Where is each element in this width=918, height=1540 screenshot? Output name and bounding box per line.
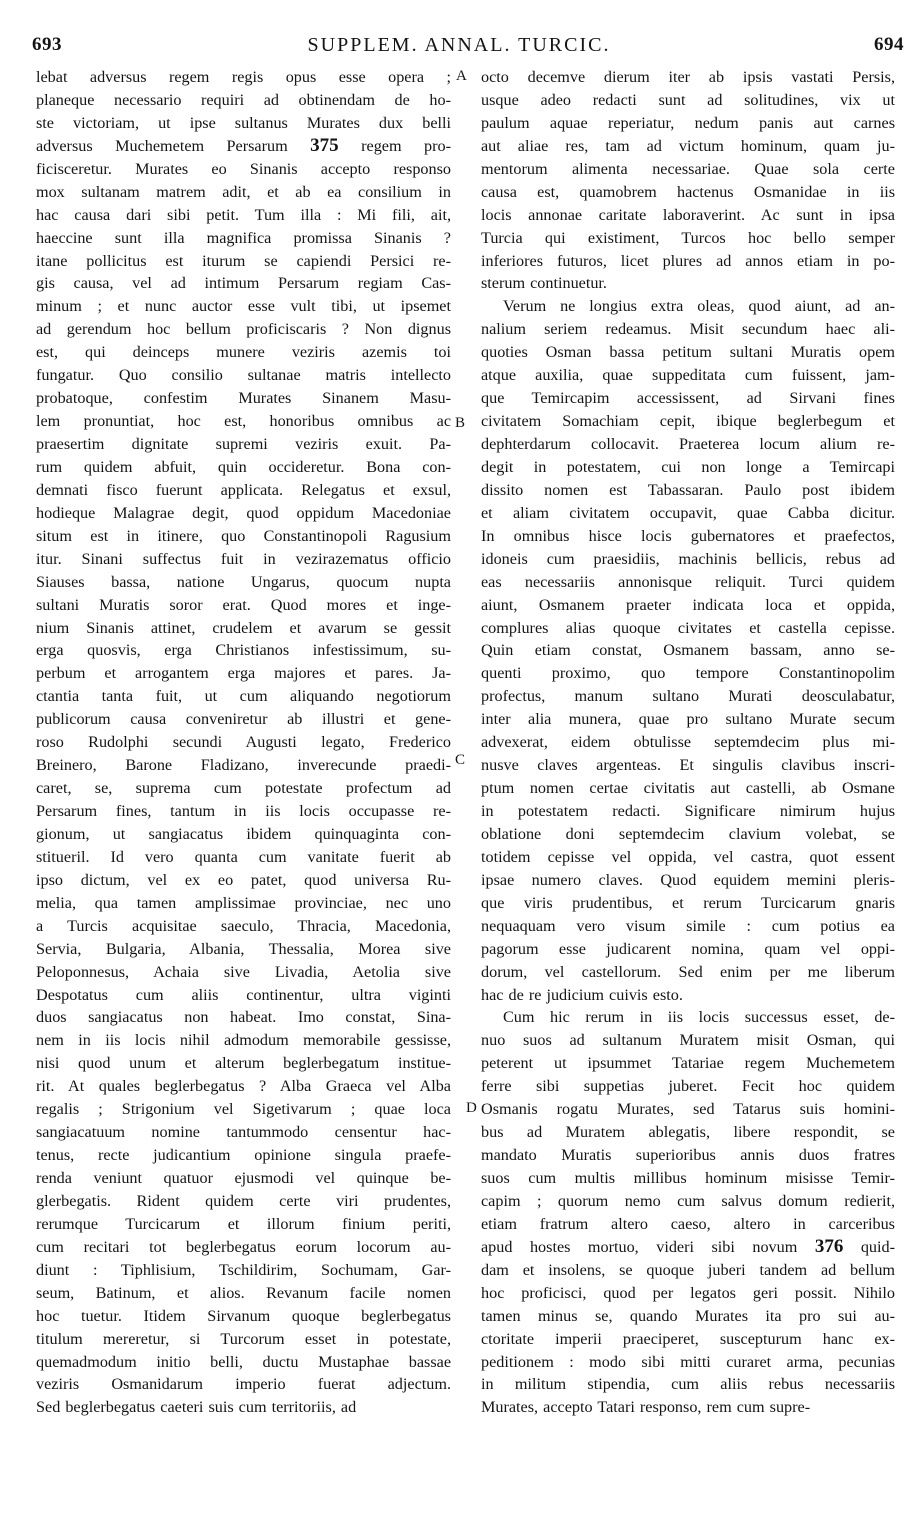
text-line: Despotatus cum aliis continentur, ultra viginti xyxy=(36,985,451,1004)
text-line: In omnibus hisce locis gubernatores et praefectos, xyxy=(481,526,895,545)
text-line: rit. At quales beglerbegatus ? Alba Graeca vel Alba xyxy=(36,1077,451,1096)
text-line: demnati fisco fuerunt applicata. Relegatus et exsul, xyxy=(36,480,451,499)
text-line: nequaquam vero visum simile : cum potius ea xyxy=(481,916,895,935)
text-line: Breinero, Barone Fladizano, inverecunde praedi- xyxy=(36,756,451,775)
text-line: Persarum fines, tantum in iis locis occupasse re- xyxy=(36,802,451,820)
text-line: rum quidem abfuit, quin occideretur. Bona con- xyxy=(36,457,451,476)
text-line: situm est in itinere, quo Constantinopoli Ragusium xyxy=(36,526,451,545)
text-line: titulum mereretur, si Turcorum esset in potestate, xyxy=(36,1329,451,1348)
text-line: a Turcis acquisitae saeculo, Thracia, Macedonia, xyxy=(36,916,451,935)
text-line: publicorum causa conveniretur ab illustri et gene- xyxy=(36,710,451,729)
text-line: quenti proximo, quo tempore Constantinopolim xyxy=(481,664,895,683)
text-line: lem pronuntiat, hoc est, honoribus omnibus ac xyxy=(36,412,451,431)
text-line: quemadmodum initio belli, ductu Mustaphae bassae xyxy=(36,1352,451,1371)
text-line: lebat adversus regem regis opus esse opera ; xyxy=(36,68,451,86)
text-line: nium Sinanis attinet, crudelem et avarum se gessit xyxy=(36,618,451,637)
text-line: tamen minus se, quando Murates ita pro sui au- xyxy=(481,1306,895,1325)
text-line: sangiacatuum nomine tantummodo censentur hac- xyxy=(36,1123,451,1142)
text-line: Verum ne longius extra oleas, quod aiunt, ad an- xyxy=(503,297,895,316)
text-line: nuo suos ad sultanum Muratem misit Osman, qui xyxy=(481,1031,895,1050)
text-line: planeque necessario requiri ad obtinendam de ho- xyxy=(36,90,451,109)
text-line: perbum et arrogantem erga majores et pares. Ja- xyxy=(36,664,451,683)
text-line: Turcia qui existiment, Turcos hoc bello semper xyxy=(481,228,895,247)
text-line: in militum stipendia, cum aliis rebus necessariis xyxy=(481,1375,895,1394)
text-line: duos sangiacatus non habeat. Imo constat, Sina- xyxy=(36,1008,451,1027)
text-line: dam et insolens, se quoque juberi tandem ad bellum xyxy=(481,1260,895,1279)
text-line: glerbegatis. Rident quidem certe viri prudentes, xyxy=(36,1191,451,1210)
text-line: octo decemve dierum iter ab ipsis vastati Persis, xyxy=(481,68,895,86)
text-line: renda veniunt quatuor ejusmodi vel quinque be- xyxy=(36,1169,451,1187)
text-line: sterum continuetur. xyxy=(481,274,607,293)
text-line: mox sultanam matrem adit, et ab ea consilium in xyxy=(36,182,451,201)
text-line: roso Rudolphi secundi Augusti legato, Frederico xyxy=(36,733,451,752)
text-line: bus ad Muratem ablegatis, libere respondit, se xyxy=(481,1123,895,1142)
text-line: tenus, recte judicantium opinione singula praefe- xyxy=(36,1146,451,1165)
text-line: peditionem : modo sibi mitti curaret arma, pecunias xyxy=(481,1352,895,1371)
text-line: hodieque Malagrae degit, quod oppidum Macedoniae xyxy=(36,503,451,522)
text-line: suos cum multis millibus hominum misisse Temir- xyxy=(481,1169,895,1187)
text-line: que viris prudentibus, et rerum Turcicarum gnaris xyxy=(481,893,895,912)
text-line: nusve claves argenteas. Et singulis clavibus inscri- xyxy=(481,756,895,775)
text-line: ferre sibi suppetias juberet. Fecit hoc quidem xyxy=(481,1077,895,1096)
text-line: hoc proficisci, quod per legatos geri possit. Nihilo xyxy=(481,1283,895,1302)
text-line: seum, Batinum, et alios. Revanum facile nomen xyxy=(36,1283,451,1302)
text-line: complures alias quoque civitates et castella cepisse. xyxy=(481,618,895,637)
text-line: idoneis cum praesidiis, machinis bellicis, rebus ad xyxy=(481,549,895,568)
text-line: diunt : Tiphlisium, Tschildirim, Sochumam, Gar- xyxy=(36,1260,451,1279)
text-line: aiunt, Osmanem praeter indicata loca et oppida, xyxy=(481,595,895,614)
text-line: nalium seriem redeamus. Misit secundum haec ali- xyxy=(481,320,895,339)
text-line: dorum, vel castellorum. Sed enim per me liberum xyxy=(481,962,895,981)
text-line: mentorum alimenta necessariae. Quae sola certe xyxy=(481,159,895,178)
text-line: aut aliae res, tam ad victum hominum, quam ju- xyxy=(481,136,895,155)
text-line: Siauses bassa, natione Ungarus, quocum nupta xyxy=(36,572,451,591)
text-line: minum ; et nunc auctor esse vult tibi, ut ipsemet xyxy=(36,297,451,316)
text-line: atque auxilia, quae suppeditata cum fuissent, jam- xyxy=(481,366,895,385)
text-line: dephterdarum collocavit. Praeterea locum alium re- xyxy=(481,435,895,453)
text-line: ste victoriam, ut ipse sultanus Murates dux belli xyxy=(36,113,451,132)
text-line: Murates, accepto Tatari responso, rem cum supre- xyxy=(481,1398,811,1417)
text-line: mandato Muratis superioribus annis duos fratres xyxy=(481,1146,895,1165)
text-line: Peloponnesus, Achaia sive Livadia, Aetolia sive xyxy=(36,962,451,981)
text-line: eas necessariis annonisque reliquit. Turci quidem xyxy=(481,572,895,591)
text-line: locis annonae caritate laboraverint. Ac sunt in ipsa xyxy=(481,205,895,224)
text-line: que Temircapim accessissent, ad Sirvani fines xyxy=(481,389,895,408)
text-line: quoties Osman bassa petitum sultani Muratis opem xyxy=(481,343,895,362)
text-line: dissito nomen est Tabassaran. Paulo post ibidem xyxy=(481,480,895,499)
text-line: ipso dictum, vel ex eo patet, quod universa Ru- xyxy=(36,870,451,889)
text-line: ad gerendum hoc bellum proficiscaris ? Non dignus xyxy=(36,320,451,339)
text-line: nem in iis locis nihil admodum memorabile gessisse, xyxy=(36,1031,451,1050)
text-line: erga quosvis, erga Christianos infestissimum, su- xyxy=(36,641,451,660)
text-line: gionum, ut sangiacatus ibidem quinquaginta con- xyxy=(36,824,451,843)
text-line: et aliam civitatem occupavit, quae Cabba dicitur. xyxy=(481,503,895,522)
page-number-left: 693 xyxy=(32,34,62,55)
text-line: totidem cepisse vel oppida, vel castra, quot essent xyxy=(481,847,895,866)
text-line: itur. Sinani suffectus fuit in vezirazematus officio xyxy=(36,549,451,568)
text-line: adversus Muchemetem Persarum 375 regem pro- xyxy=(36,134,451,156)
text-line: ctoritate imperii praeciperet, suscepturum hanc ex- xyxy=(481,1329,895,1348)
text-line: etiam fratrum altero caeso, altero in carceribus xyxy=(481,1214,895,1233)
text-line: praesertim dignitate supremi veziris exuit. Pa- xyxy=(36,435,451,453)
text-line: profectus, manum sultano Murati deosculabatur, xyxy=(481,687,895,706)
running-title: SUPPLEM. ANNAL. TURCIC. xyxy=(307,34,611,56)
left-column xyxy=(36,66,451,1419)
text-line: nisi quod unum et alterum beglerbegatum institue- xyxy=(36,1054,451,1073)
text-line: causa est, quamobrem hactenus Osmanidae in iis xyxy=(481,182,895,201)
text-line: caret, se, suprema cum potestate profectum ad xyxy=(36,779,451,798)
text-line: inter alia munera, quae pro sultano Murate secum xyxy=(481,710,895,729)
text-line: ipsae numero claves. Quod equidem memini pleris- xyxy=(481,870,895,889)
text-line: sultani Muratis soror erat. Quod mores et inge- xyxy=(36,595,451,614)
text-line: usque adeo redacti sunt ad solitudines, vix ut xyxy=(481,90,895,109)
text-line: ficisceretur. Murates eo Sinanis accepto responso xyxy=(36,159,451,178)
margin-letter-b: B xyxy=(455,415,466,431)
text-line: Cum hic rerum in iis locis successus esset, de- xyxy=(503,1008,895,1027)
text-line: in potestatem redacti. Significare nimirum hujus xyxy=(481,802,895,820)
page-header xyxy=(0,0,918,62)
text-line: gis causa, vel ad intimum Persarum regiam Cas- xyxy=(36,274,451,293)
text-line: fungatur. Quo consilio sultanae matris intellecto xyxy=(36,366,451,385)
margin-letter-c: C xyxy=(455,752,466,768)
right-column xyxy=(481,66,895,1419)
margin-letter-a: A xyxy=(456,68,467,84)
text-line: oblatione doni septemdecim clavium volebat, se xyxy=(481,824,895,843)
text-line: haeccine sunt illa magnifica promissa Sinanis ? xyxy=(36,228,451,247)
text-line: degit in potestatem, cui non longe a Temircapi xyxy=(481,457,895,476)
text-line: rerumque Turcicarum et illorum finium periti, xyxy=(36,1214,451,1233)
text-line: peterent ut ipsummet Tatariae regem Muchemetem xyxy=(481,1054,895,1073)
text-line: itane pollicitus est iturum se capiendi Persici re- xyxy=(36,251,451,270)
text-line: probatoque, confestim Murates Sinanem Masu- xyxy=(36,389,451,408)
section-number: 376 xyxy=(814,1235,844,1257)
text-line: civitatem Somachiam cepit, ibique beglerbegum et xyxy=(481,412,895,431)
text-line: apud hostes mortuo, videri sibi novum 376 quid- xyxy=(481,1235,895,1257)
text-line: Quin etiam constat, Osmanem bassam, anno se- xyxy=(481,641,895,660)
text-line: inferiores futuros, licet plures ad annos etiam in po- xyxy=(481,251,895,270)
text-line: hac causa dari sibi petit. Tum illa : Mi fili, ait, xyxy=(36,205,451,224)
text-line: cum recitari tot beglerbegatus eorum locorum au- xyxy=(36,1237,451,1256)
text-line: hoc tuetur. Itidem Sirvanum quoque beglerbegatus xyxy=(36,1306,451,1325)
text-line: Osmanis rogatu Murates, sed Tatarus suis homini- xyxy=(481,1100,895,1119)
text-line: ptum nomen certae civitatis aut castelli, ab Osmane xyxy=(481,779,895,798)
text-line: veziris Osmanidarum imperio fuerat adjectum. xyxy=(36,1375,451,1394)
text-line: regalis ; Strigonium vel Sigetivarum ; quae loca xyxy=(36,1100,451,1119)
text-line: advexerat, eidem obtulisse septemdecim plus mi- xyxy=(481,733,895,752)
text-line: hac de re judicium cuivis esto. xyxy=(481,985,683,1004)
page-number-right: 694 xyxy=(874,34,904,55)
text-line: Servia, Bulgaria, Albania, Thessalia, Morea sive xyxy=(36,939,451,958)
section-number: 375 xyxy=(310,134,339,156)
text-line: Sed beglerbegatus caeteri suis cum territoriis, ad xyxy=(36,1398,357,1417)
text-line: ctantia tanta fuit, ut cum aliquando negotiorum xyxy=(36,687,451,706)
text-line: paulum aquae reperiatur, nedum panis aut carnes xyxy=(481,113,895,132)
text-line: est, qui deinceps munere veziris azemis toi xyxy=(36,343,451,362)
text-line: melia, qua tamen amplissimae provinciae, nec uno xyxy=(36,893,451,912)
text-line: capim ; quorum nemo cum salvus domum redierit, xyxy=(481,1191,895,1210)
text-line: pagorum esse judicarent nomina, quam vel oppi- xyxy=(481,939,895,958)
text-line: stitueril. Id vero quanta cum vanitate fuerit ab xyxy=(36,847,451,866)
margin-letter-d: D xyxy=(466,1100,477,1116)
